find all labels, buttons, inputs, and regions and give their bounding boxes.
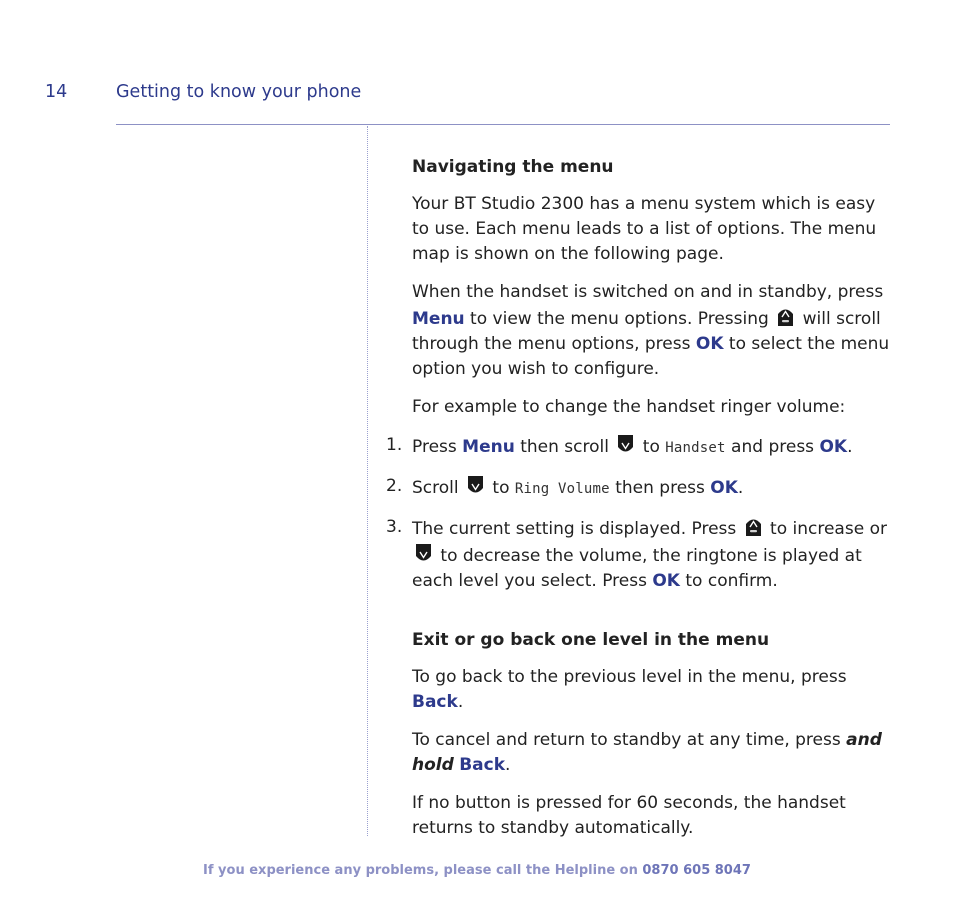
text: The current setting is displayed. Press <box>412 519 742 539</box>
text: to select the menu option you wish to configure. <box>412 334 890 379</box>
text: to <box>487 478 515 498</box>
text: then scroll <box>514 437 615 457</box>
list-item <box>386 474 892 502</box>
text: . <box>737 478 744 498</box>
ok-key-label: OK <box>695 334 724 354</box>
text: . <box>847 437 853 457</box>
scroll-down-key-icon <box>466 474 485 497</box>
heading-exit-menu: Exit or go back one level in the menu <box>412 630 770 650</box>
menu-key-label: Menu <box>462 437 515 457</box>
example-paragraph: For example to change the handset ringer volume: <box>412 397 846 417</box>
text: When the handset is switched on and in standby, press <box>412 282 884 302</box>
text: to view the menu options. Pressing <box>464 309 775 329</box>
display-text: Handset <box>665 440 726 456</box>
ok-key-label: OK <box>652 571 680 591</box>
cancel-paragraph <box>412 728 892 778</box>
step-number: 2. <box>386 476 403 496</box>
text: To cancel and return to standby at any time, press <box>412 730 847 750</box>
ok-key-label: OK <box>710 478 738 498</box>
header-divider <box>116 124 890 125</box>
intro-paragraph: Your BT Studio 2300 has a menu system which is easy to use. Each menu leads to a list of options. The menu map is shown on the following page. <box>412 194 877 264</box>
scroll-down-key-icon <box>414 542 433 565</box>
helpline-footer <box>0 863 954 878</box>
scroll-up-key-icon <box>776 305 795 328</box>
timeout-paragraph: If no button is pressed for 60 seconds, the handset returns to standby automatically. <box>412 793 846 838</box>
step-number: 3. <box>386 517 403 537</box>
text: to confirm. <box>679 571 778 591</box>
steps-list <box>386 433 892 594</box>
text: will scroll through the menu options, press <box>412 309 881 354</box>
text: and press <box>725 437 820 457</box>
column-divider <box>367 126 368 836</box>
footer-text: If you experience any problems, please call the Helpline on <box>203 863 643 878</box>
text: . <box>505 755 511 775</box>
section-title: Getting to know your phone <box>116 82 362 102</box>
text: To go back to the previous level in the menu, press <box>412 667 847 687</box>
list-item <box>386 515 892 594</box>
page-number: 14 <box>45 82 68 102</box>
text: to increase or <box>764 519 887 539</box>
scroll-up-key-icon <box>744 515 763 538</box>
back-key-label: Back <box>412 692 458 712</box>
helpline-number: 0870 605 8047 <box>642 863 751 878</box>
list-item <box>386 433 892 461</box>
heading-navigating-menu: Navigating the menu <box>412 157 614 177</box>
main-content <box>386 155 892 854</box>
step-number: 1. <box>386 435 403 455</box>
text: Scroll <box>412 478 465 498</box>
back-key-label: Back <box>459 755 505 775</box>
text: Press <box>412 437 463 457</box>
standby-paragraph <box>412 280 892 382</box>
scroll-down-key-icon <box>616 433 635 456</box>
text: then press <box>609 478 711 498</box>
emphasis-text: and hold <box>412 730 882 775</box>
menu-key-label: Menu <box>412 309 465 329</box>
display-text: Ring Volume <box>514 481 610 497</box>
text: to decrease the volume, the ringtone is played at each level you select. Press <box>412 546 862 591</box>
text: to <box>637 437 666 457</box>
back-paragraph <box>412 665 892 715</box>
text: . <box>457 692 464 712</box>
ok-key-label: OK <box>819 437 848 457</box>
